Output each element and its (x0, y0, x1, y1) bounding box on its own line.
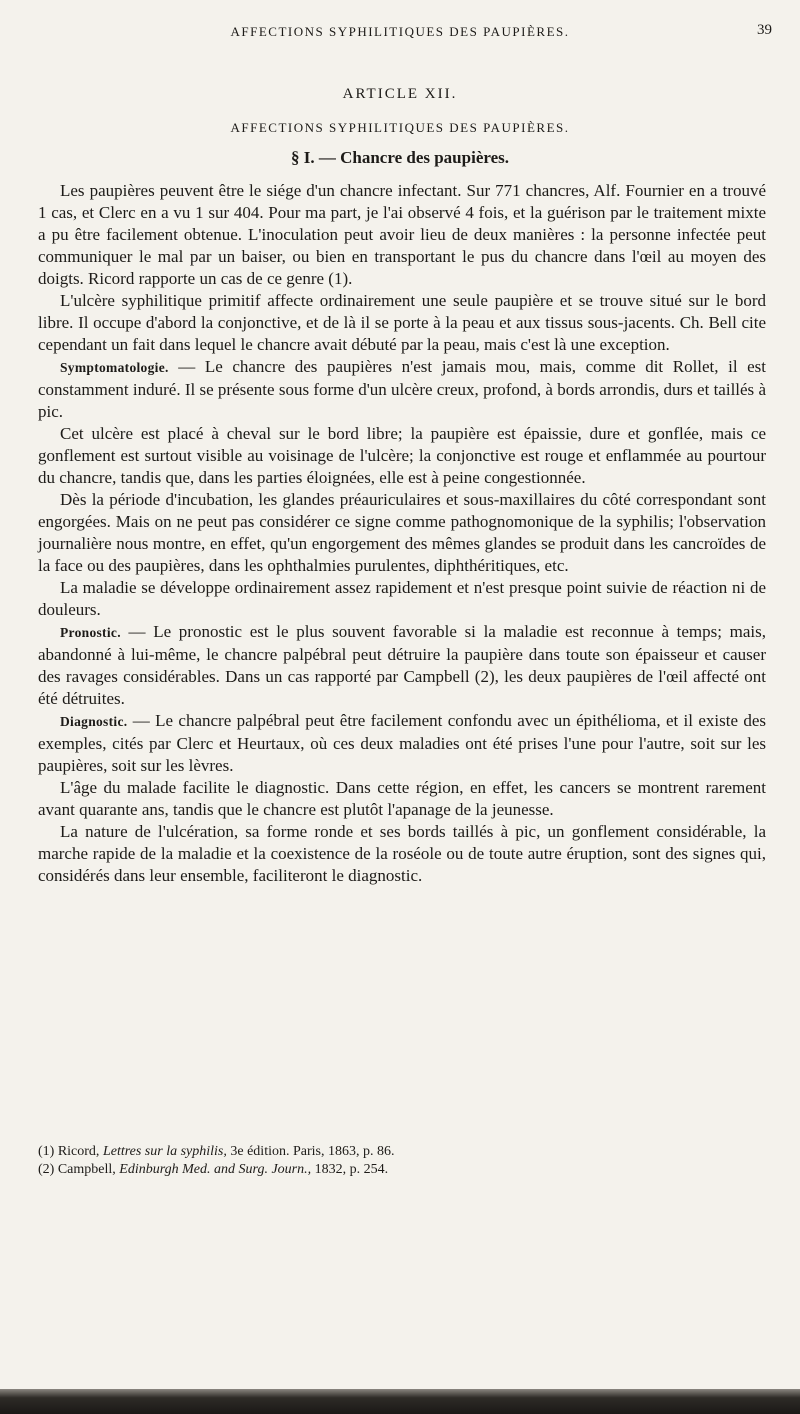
rubric-pronostic: Pronostic. (60, 625, 121, 640)
footnotes (38, 1143, 766, 1179)
running-head: AFFECTIONS SYPHILITIQUES DES PAUPIÈRES. (230, 24, 570, 39)
footnote-author: (2) Campbell, (38, 1162, 116, 1177)
footnote-author: (1) Ricord, (38, 1144, 100, 1159)
paragraph-text: — Le chancre des paupières n'est jamais mou, mais, comme dit Rollet, il est constamment induré. Il se présente sous forme d'un ulcère creux, profond, à bords arrondis, durs et taillés à pic. (38, 357, 767, 421)
paragraph: Cet ulcère est placé à cheval sur le bord libre; la paupière est épaissie, dure et gonflée, mais ce gonflement est surtout visible au voisinage de l'ulcère; la conjonctive est rouge et enflammée au pourtour du chancre, tandis que, dans les parties éloignées, elle est à peine congestionnée. (38, 424, 766, 487)
page-number: 39 (757, 22, 772, 38)
footnote-details: 3e édition. Paris, 1863, p. 86. (230, 1144, 395, 1159)
rubric-symptomatologie: Symptomatologie. (60, 360, 169, 375)
footnote-2 (38, 1161, 766, 1179)
page-edge-shadow (0, 1389, 800, 1414)
paragraph (38, 621, 766, 710)
rubric-diagnostic: Diagnostic. (60, 714, 128, 729)
paragraph: Les paupières peuvent être le siége d'un chancre infectant. Sur 771 chancres, Alf. Fournier en a trouvé 1 cas, et Clerc en a vu 1 sur 404. Pour ma part, je l'ai observé 4 fois, et la guérison par le traitement mixte a pu être facilement obtenue. L'inoculation peut avoir lieu de deux manières : la personne infectée peut communiquer le mal par un baiser, ou bien en transportant le pus du chancre dans l'œil au moyen des doigts. Ricord rapporte un cas de ce genre (1). (38, 181, 766, 288)
footnote-source: Lettres sur la syphilis, (102, 1144, 227, 1159)
footnote-1 (38, 1143, 766, 1161)
section-heading: § I. — Chancre des paupières. (290, 148, 510, 167)
paragraph: Dès la période d'incubation, les glandes préauriculaires et sous-maxillaires du côté correspondant sont engorgées. Mais on ne peut pas considérer ce signe comme pathognomonique de la syphilis; l'observation journalière nous montre, en effet, qu'un engorgement des mêmes glandes se produit dans les cancroïdes de la face ou des paupières, dans les ophthalmies purulentes, diphthéritiques, etc. (38, 490, 766, 575)
paragraph-text: — Le chancre palpébral peut être facilement confondu avec un épithélioma, et il existe des exemples, cités par Clerc et Heurtaux, où ces deux maladies ont été prises l'une pour l'autre, soit sur les paupières, soit sur les lèvres. (38, 711, 767, 775)
paragraph: L'âge du malade facilite le diagnostic. Dans cette région, en effet, les cancers se montrent rarement avant quarante ans, tandis que le chancre est plutôt l'apanage de la jeunesse. (38, 778, 766, 819)
article-number: ARTICLE XII. (342, 86, 458, 102)
body-text (38, 180, 766, 887)
paragraph (38, 710, 766, 777)
footnote-details: 1832, p. 254. (314, 1162, 389, 1177)
paragraph: La nature de l'ulcération, sa forme ronde et ses bords taillés à pic, un gonflement considérable, la marche rapide de la maladie et la coexistence de la roséole ou de toute autre éruption, sont des signes qui, considérés dans leur ensemble, faciliteront le diagnostic. (38, 822, 766, 885)
paragraph-text: — Le pronostic est le plus souvent favorable si la maladie est reconnue à temps; mais, abandonné à lui-même, le chancre palpébral peut détruire la paupière dans toute son épaisseur et causer des ravages considérables. Dans un cas rapporté par Campbell (2), les deux paupières de l'œil affecté ont été détruites. (38, 622, 767, 708)
paragraph (38, 356, 766, 423)
article-title: AFFECTIONS SYPHILITIQUES DES PAUPIÈRES. (230, 120, 570, 135)
paragraph: L'ulcère syphilitique primitif affecte ordinairement une seule paupière et se trouve situé sur le bord libre. Il occupe d'abord la conjonctive, et de là il se porte à la peau et aux tissus sous-jacents. Ch. Bell cite cependant un fait dans lequel le chancre avait débuté par la peau, mais c'est là une exception. (38, 291, 766, 354)
paragraph: La maladie se développe ordinairement assez rapidement et n'est presque point suivie de réaction ni de douleurs. (38, 578, 766, 619)
footnote-source: Edinburgh Med. and Surg. Journ., (119, 1162, 312, 1177)
